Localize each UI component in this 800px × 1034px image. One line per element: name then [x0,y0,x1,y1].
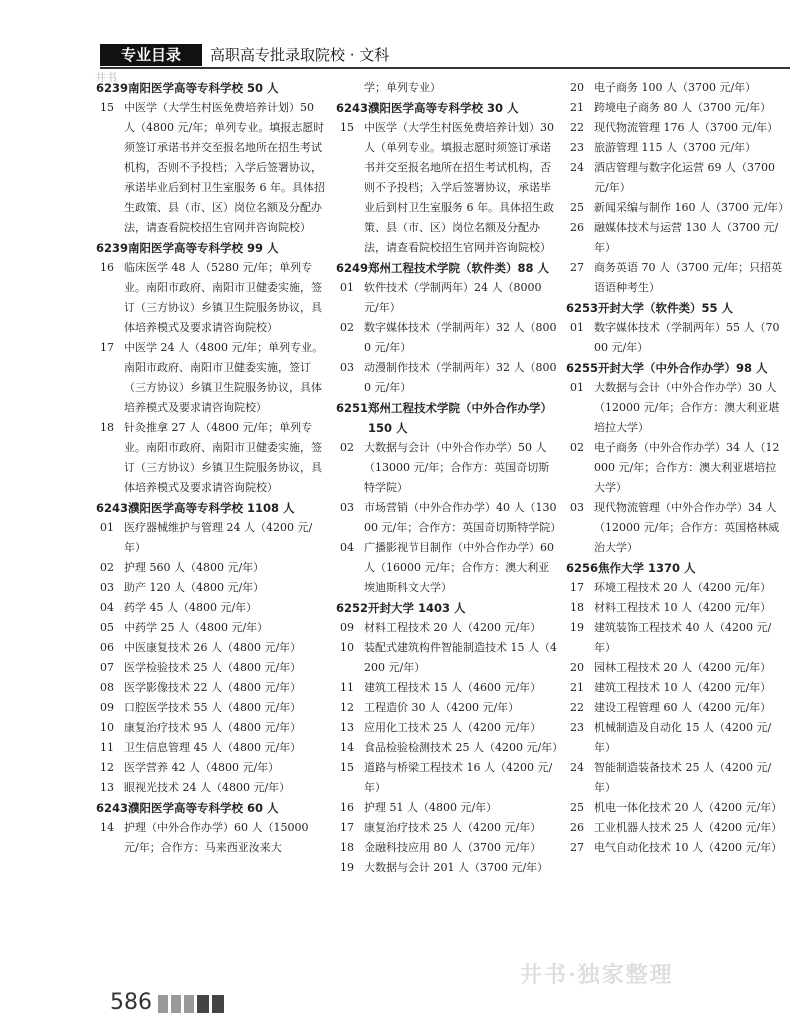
major-text: 市场营销（中外合作办学）40 人（13000 元/年；合作方：英国奇切斯特学院） [364,501,562,534]
major-item [566,618,784,658]
header-title: 高职高专批录取院校 · 文科 [210,46,390,64]
major-code: 15 [340,761,354,774]
major-text: 园林工程技术 20 人（4200 元/年） [594,661,772,674]
major-item [336,858,558,878]
major-code: 02 [340,441,354,454]
major-code: 04 [340,541,354,554]
column-3 [566,78,790,858]
major-text: 医学影像技术 22 人（4800 元/年） [124,681,302,694]
major-item [336,538,558,598]
major-item [96,778,326,798]
school-name: 濮阳医学高等专科学校 60 人 [128,801,279,815]
major-item [96,618,326,638]
major-item [336,838,558,858]
school-heading [336,598,558,618]
column-1 [96,78,326,858]
school-code: 6239 [96,81,129,95]
major-item [96,698,326,718]
school-heading [566,558,784,578]
major-text: 电气自动化技术 10 人（4200 元/年） [594,841,783,854]
major-code: 08 [100,681,114,694]
major-item [336,758,558,798]
major-code: 03 [570,501,584,514]
major-item [96,338,326,418]
major-item [566,138,784,158]
major-item [96,418,326,498]
major-text: 数字媒体技术（学制两年）32 人（8000 元/年） [364,321,557,354]
major-text: 中医学 24 人（4800 元/年；单列专业。南阳市政府、南阳市卫健委实施，签订（三方协议）乡镇卫生院服务协议，具体培养模式及要求请咨询院校） [124,341,324,414]
major-code: 15 [100,101,114,114]
major-text: 环境工程技术 20 人（4200 元/年） [594,581,772,594]
major-item [96,578,326,598]
major-item [96,258,326,338]
publisher-logo: 井书 [95,71,117,84]
major-code: 19 [570,621,584,634]
school-heading [566,358,784,378]
major-item [96,818,326,858]
major-code: 25 [570,801,584,814]
major-item [566,718,784,758]
deco-bar [197,995,209,1013]
major-text: 针灸推拿 27 人（4800 元/年；单列专业。南阳市政府、南阳市卫健委实施，签订（三方协议）乡镇卫生院服务协议，具体培养模式及要求请咨询院校） [124,421,322,494]
major-item [566,438,784,498]
major-code: 24 [570,761,584,774]
column-2 [336,78,564,878]
major-text: 学；单列专业） [364,81,441,94]
major-item [336,818,558,838]
continued-text [336,78,558,98]
major-text: 护理（中外合作办学）60 人（15000 元/年；合作方：马来西亚汝来大 [124,821,309,854]
major-item [566,598,784,618]
major-text: 电子商务（中外合作办学）34 人（12000 元/年；合作方：澳大利亚堪培拉大学） [594,441,780,494]
major-item [96,98,326,238]
major-item [566,98,784,118]
school-heading [96,798,326,818]
major-item [336,738,564,758]
major-item [566,578,784,598]
major-code: 04 [100,601,114,614]
major-item [566,838,784,858]
major-code: 10 [100,721,114,734]
major-text: 建筑工程技术 15 人（4600 元/年） [364,681,542,694]
school-code: 6251 [336,401,369,415]
major-code: 05 [100,621,114,634]
school-code: 6239 [96,241,129,255]
major-text: 医学检验技术 25 人（4800 元/年） [124,661,302,674]
major-text: 建筑工程技术 10 人（4200 元/年） [594,681,772,694]
major-item [336,118,558,258]
section-tag: 专业目录 [100,44,202,66]
major-item [336,438,558,498]
school-heading [96,78,326,98]
major-text: 软件技术（学制两年）24 人（8000 元/年） [364,281,542,314]
major-item [336,698,558,718]
major-text: 材料工程技术 10 人（4200 元/年） [594,601,772,614]
school-code: 6243 [96,801,129,815]
school-name: 南阳医学高等专科学校 99 人 [128,241,279,255]
major-item [96,758,326,778]
major-item [566,698,784,718]
major-code: 09 [340,621,354,634]
major-code: 12 [340,701,354,714]
major-code: 11 [100,741,114,754]
major-code: 01 [570,321,584,334]
school-name: 南阳医学高等专科学校 50 人 [128,81,279,95]
school-code: 6255 [566,361,599,375]
major-code: 01 [100,521,114,534]
major-text: 康复治疗技术 95 人（4800 元/年） [124,721,302,734]
major-item [566,678,784,698]
major-text: 医疗器械维护与管理 24 人（4200 元/年） [124,521,313,554]
major-item [566,798,784,818]
major-item [336,638,558,678]
major-text: 食品检验检测技术 25 人（4200 元/年） [364,741,564,754]
page-number-bars [158,995,224,1013]
school-name: 开封大学（软件类）55 人 [598,301,734,315]
major-text: 护理 560 人（4800 元/年） [124,561,265,574]
major-code: 27 [570,261,584,274]
school-heading [336,258,558,278]
major-code: 10 [340,641,354,654]
major-text: 电子商务 100 人（3700 元/年） [594,81,757,94]
major-code: 18 [570,601,584,614]
major-text: 金融科技应用 80 人（3700 元/年） [364,841,542,854]
major-code: 02 [100,561,114,574]
major-item [566,658,784,678]
major-item [566,198,790,218]
major-code: 01 [570,381,584,394]
deco-bar [212,995,224,1013]
major-text: 中医康复技术 26 人（4800 元/年） [124,641,302,654]
school-code: 6252 [336,601,369,615]
school-heading [96,238,326,258]
school-heading [336,98,558,118]
school-code: 6249 [336,261,369,275]
major-item [336,618,558,638]
major-text: 临床医学 48 人（5280 元/年；单列专业。南阳市政府、南阳市卫健委实施，签订（三方协议）乡镇卫生院服务协议，具体培养模式及要求请咨询院校） [124,261,322,334]
school-name: 焦作大学 1370 人 [598,561,696,575]
major-text: 眼视光技术 24 人（4800 元/年） [124,781,291,794]
major-code: 13 [340,721,354,734]
watermark: 井书·独家整理 [520,962,674,988]
major-item [96,658,326,678]
major-code: 20 [570,661,584,674]
major-code: 13 [100,781,114,794]
major-text: 助产 120 人（4800 元/年） [124,581,265,594]
major-text: 动漫制作技术（学制两年）32 人（8000 元/年） [364,361,557,394]
school-heading [96,498,326,518]
major-text: 口腔医学技术 55 人（4800 元/年） [124,701,302,714]
major-code: 27 [570,841,584,854]
major-item [336,678,558,698]
school-name: 郑州工程技术学院（中外合作办学）150 人 [368,401,552,435]
major-code: 25 [570,201,584,214]
major-code: 01 [340,281,354,294]
major-text: 数字媒体技术（学制两年）55 人（7000 元/年） [594,321,780,354]
school-name: 开封大学（中外合作办学）98 人 [598,361,768,375]
major-item [336,318,558,358]
major-code: 03 [100,581,114,594]
major-text: 中医学（大学生村医免费培养计划）50 人（4800 元/年；单列专业。填报志愿时须签订承诺书并交至报名地所在招生考试机构，否则不予投档；入学后签署协议，承诺毕业后到村卫生室服务 6 年。具体招生政策、县（市、区）岗位名额及分配办法，请查看院校招生官网并咨询院校） [124,101,325,234]
major-code: 18 [100,421,114,434]
school-code: 6253 [566,301,599,315]
school-code: 6256 [566,561,599,575]
major-item [566,258,784,298]
school-name: 郑州工程技术学院（软件类）88 人 [368,261,550,275]
major-item [566,818,784,838]
major-code: 16 [100,261,114,274]
major-code: 21 [570,681,584,694]
major-code: 17 [100,341,114,354]
major-code: 02 [570,441,584,454]
major-text: 药学 45 人（4800 元/年） [124,601,258,614]
major-code: 17 [570,581,584,594]
major-text: 广播影视节目制作（中外合作办学）60 人（16000 元/年；合作方：澳大利亚埃迪斯科文大学） [364,541,554,594]
major-text: 工程造价 30 人（4200 元/年） [364,701,520,714]
major-text: 装配式建筑构件智能制造技术 15 人（4200 元/年） [364,641,557,674]
major-text: 现代物流管理 176 人（3700 元/年） [594,121,779,134]
major-code: 09 [100,701,114,714]
major-code: 14 [100,821,114,834]
major-item [566,318,784,358]
major-item [96,718,326,738]
major-text: 商务英语 70 人（3700 元/年；只招英语语种考生） [594,261,783,294]
school-code: 6243 [96,501,129,515]
major-code: 26 [570,221,584,234]
major-item [96,598,326,618]
major-text: 工业机器人技术 25 人（4200 元/年） [594,821,783,834]
major-text: 建设工程管理 60 人（4200 元/年） [594,701,772,714]
major-item [566,378,784,438]
major-code: 18 [340,841,354,854]
major-item [566,158,784,198]
major-item [566,218,784,258]
deco-bar [171,995,181,1013]
major-code: 21 [570,101,584,114]
major-text: 机械制造及自动化 15 人（4200 元/年） [594,721,772,754]
major-code: 23 [570,141,584,154]
major-text: 中医学（大学生村医免费培养计划）30 人（单列专业。填报志愿时须签订承诺书并交至报名地所在招生考试机构，否则不予投档；入学后签署协议，承诺毕业后到村卫生室服务 6 年。具体招生政策、县（市、区）岗位名额及分配办法，请查看院校招生官网并咨询院校） [364,121,554,254]
major-code: 24 [570,161,584,174]
major-code: 06 [100,641,114,654]
major-text: 机电一体化技术 20 人（4200 元/年） [594,801,783,814]
major-item [566,78,784,98]
major-item [96,638,326,658]
major-text: 康复治疗技术 25 人（4200 元/年） [364,821,542,834]
major-code: 07 [100,661,114,674]
major-text: 道路与桥梁工程技术 16 人（4200 元/年） [364,761,553,794]
major-item [336,358,558,398]
major-code: 26 [570,821,584,834]
school-code: 6243 [336,101,369,115]
major-code: 15 [340,121,354,134]
page-header [90,40,790,68]
indent-spacer [336,78,364,98]
major-item [336,498,562,538]
major-code: 17 [340,821,354,834]
major-code: 12 [100,761,114,774]
major-text: 大数据与会计（中外合作办学）30 人（12000 元/年；合作方：澳大利亚堪培拉大学） [594,381,780,434]
major-text: 大数据与会计（中外合作办学）50 人（13000 元/年；合作方：英国奇切斯特学院） [364,441,550,494]
major-text: 现代物流管理（中外合作办学）34 人（12000 元/年；合作方：英国格林威治大学） [594,501,780,554]
major-text: 跨境电子商务 80 人（3700 元/年） [594,101,772,114]
major-item [336,798,558,818]
school-name: 濮阳医学高等专科学校 30 人 [368,101,519,115]
major-code: 22 [570,121,584,134]
major-item [566,118,784,138]
major-item [336,278,558,318]
major-item [96,558,326,578]
major-code: 22 [570,701,584,714]
major-code: 20 [570,81,584,94]
major-code: 16 [340,801,354,814]
major-code: 03 [340,501,354,514]
school-heading [336,398,558,438]
major-text: 中药学 25 人（4800 元/年） [124,621,269,634]
major-code: 23 [570,721,584,734]
major-text: 建筑装饰工程技术 40 人（4200 元/年） [594,621,772,654]
major-item [566,758,784,798]
major-text: 新闻采编与制作 160 人（3700 元/年） [594,201,790,214]
major-item [566,498,784,558]
major-item [336,718,558,738]
major-text: 卫生信息管理 45 人（4800 元/年） [124,741,302,754]
major-item [96,738,326,758]
major-item [96,678,326,698]
major-item [96,518,326,558]
major-text: 护理 51 人（4800 元/年） [364,801,498,814]
major-code: 14 [340,741,354,754]
major-text: 酒店管理与数字化运营 69 人（3700 元/年） [594,161,775,194]
major-code: 02 [340,321,354,334]
major-code: 11 [340,681,354,694]
school-name: 开封大学 1403 人 [368,601,466,615]
school-heading [566,298,784,318]
major-code: 19 [340,861,354,874]
major-text: 智能制造装备技术 25 人（4200 元/年） [594,761,772,794]
major-code: 03 [340,361,354,374]
major-text: 医学营养 42 人（4800 元/年） [124,761,280,774]
major-text: 大数据与会计 201 人（3700 元/年） [364,861,549,874]
major-text: 材料工程技术 20 人（4200 元/年） [364,621,542,634]
major-text: 旅游管理 115 人（3700 元/年） [594,141,757,154]
deco-bar [184,995,194,1013]
school-name: 濮阳医学高等专科学校 1108 人 [128,501,295,515]
deco-bar [158,995,168,1013]
major-text: 融媒体技术与运营 130 人（3700 元/年） [594,221,779,254]
header-rule [100,67,790,69]
major-text: 应用化工技术 25 人（4200 元/年） [364,721,542,734]
page-number: 586 [110,990,152,1015]
